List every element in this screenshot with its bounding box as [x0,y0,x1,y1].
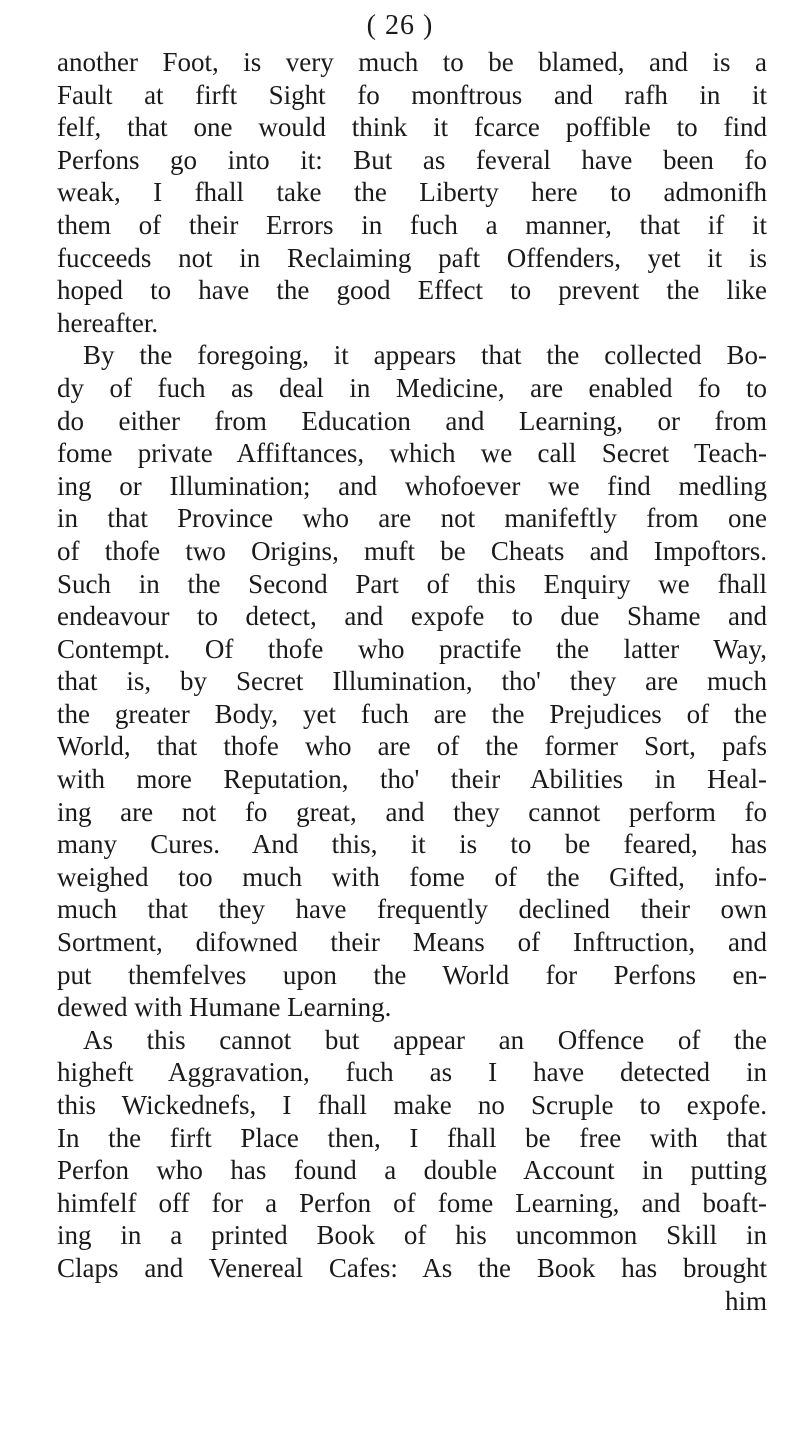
text-line: fome private Affiftances, which we call Secret Teach- [57,438,767,469]
text-line: hereafter. [57,307,159,338]
text-line: ing or Illumination; and whofoever we find medling [57,470,767,501]
text-line: them of their Errors in fuch a manner, that if it [57,209,767,240]
text-line: Sortment, difowned their Means of Inftruction, and [57,927,767,958]
text-line: felf, that one would think it fcarce poffible to find [57,112,767,143]
text-line: ing in a printed Book of his uncommon Skill in [57,1220,767,1251]
catchword: him [724,1285,767,1316]
text-line: himfelf off for a Perfon of fome Learning, and boaft- [57,1187,767,1218]
text-line: Fault at firft Sight fo monftrous and rafh in it [57,79,767,110]
text-line: Claps and Venereal Cafes: As the Book has brought [57,1252,767,1283]
text-line: of thofe two Origins, muft be Cheats and Impoftors. [57,535,767,566]
page-number: ( 26 ) [366,10,434,41]
text-line: higheft Aggravation, fuch as I have detected in [57,1057,767,1088]
text-line: Contempt. Of thofe who practife the latter Way, [57,633,767,664]
text-line: In the firft Place then, I fhall be free with that [57,1122,767,1153]
text-line: do either from Education and Learning, or from [57,405,767,436]
text-line: dewed with Humane Learning. [57,992,392,1023]
text-line: endeavour to detect, and expofe to due Shame and [57,601,767,632]
text-line: fucceeds not in Reclaiming paft Offenders, yet it is [57,242,767,273]
text-line: much that they have frequently declined their own [57,894,767,925]
text-line: put themfelves upon the World for Perfons en- [57,959,767,990]
text-line: By the foregoing, it appears that the collected Bo- [83,340,767,371]
text-line: that is, by Secret Illumination, tho' they are much [57,666,767,697]
text-line: Perfon who has found a double Account in putting [57,1155,767,1186]
text-line: dy of fuch as deal in Medicine, are enabled fo to [57,372,767,403]
text-line: weak, I fhall take the Liberty here to admonifh [57,177,767,208]
text-line: ing are not fo great, and they cannot perform fo [57,796,767,827]
text-line: this Wickednefs, I fhall make no Scruple to expofe. [57,1090,767,1120]
text-line: weighed too much with fome of the Gifted, info- [57,861,767,892]
text-line: many Cures. And this, it is to be feared, has [57,829,767,860]
text-line: hoped to have the good Effect to prevent the like [57,275,767,306]
text-line: with more Reputation, tho' their Abilities in Heal- [57,764,767,795]
body-text [57,46,767,1317]
text-line: the greater Body, yet fuch are the Prejudices of the [57,698,767,729]
text-line: Such in the Second Part of this Enquiry we fhall [57,568,767,599]
text-line: As this cannot but appear an Offence of the [83,1024,767,1055]
text-line: World, that thofe who are of the former Sort, pafs [57,731,767,762]
text-line: Perfons go into it: But as feveral have been fo [57,144,767,175]
text-line: another Foot, is very much to be blamed, and is a [57,47,767,77]
text-line: in that Province who are not manifeftly from one [57,503,767,534]
